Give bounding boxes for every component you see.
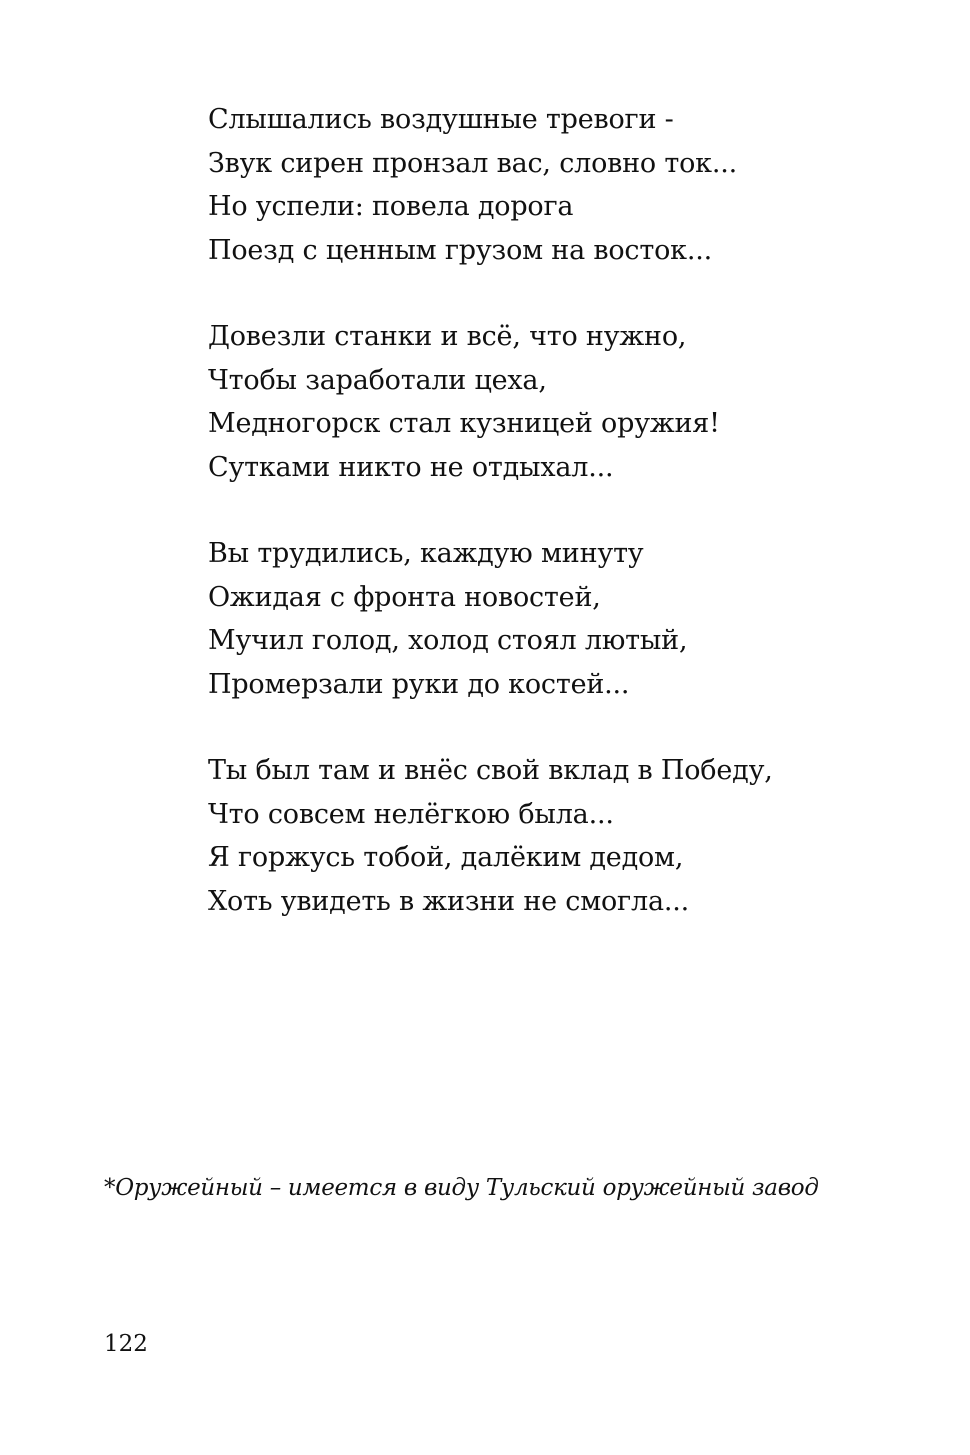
poem-line: Но успели: повела дорога — [208, 191, 574, 222]
poem-line: Медногорск стал кузницей оружия! — [208, 408, 720, 439]
poem-line: Звук сирен пронзал вас, словно ток... — [208, 147, 737, 179]
poem-line: Я горжусь тобой, далёким дедом, — [208, 842, 684, 873]
poem-line: Ожидая с фронта новостей, — [208, 581, 601, 613]
poem-line: Вы трудились, каждую минуту — [208, 538, 644, 569]
footnote: *Оружейный – имеется в виду Тульский оружейный завод — [104, 1175, 819, 1201]
poem-line: Что совсем нелёгкою была... — [208, 798, 614, 830]
poem-line: Поезд с ценным грузом на восток... — [208, 234, 712, 266]
poem — [208, 98, 888, 966]
poem-line: Слышались воздушные тревоги - — [208, 104, 674, 135]
stanza-1 — [208, 98, 888, 272]
poem-line: Мучил голод, холод стоял лютый, — [208, 625, 688, 656]
poem-line: Сутками никто не отдыхал... — [208, 451, 614, 483]
poem-line: Промерзали руки до костей... — [208, 668, 630, 700]
stanza-2 — [208, 315, 888, 489]
poem-line: Довезли станки и всё, что нужно, — [208, 321, 687, 352]
poem-line: Хоть увидеть в жизни не смогла... — [208, 885, 689, 917]
stanza-4 — [208, 749, 888, 923]
stanza-3 — [208, 532, 888, 706]
poem-line: Ты был там и внёс свой вклад в Победу, — [208, 755, 773, 786]
poem-line: Чтобы заработали цеха, — [208, 364, 547, 396]
page-number: 122 — [104, 1331, 148, 1357]
